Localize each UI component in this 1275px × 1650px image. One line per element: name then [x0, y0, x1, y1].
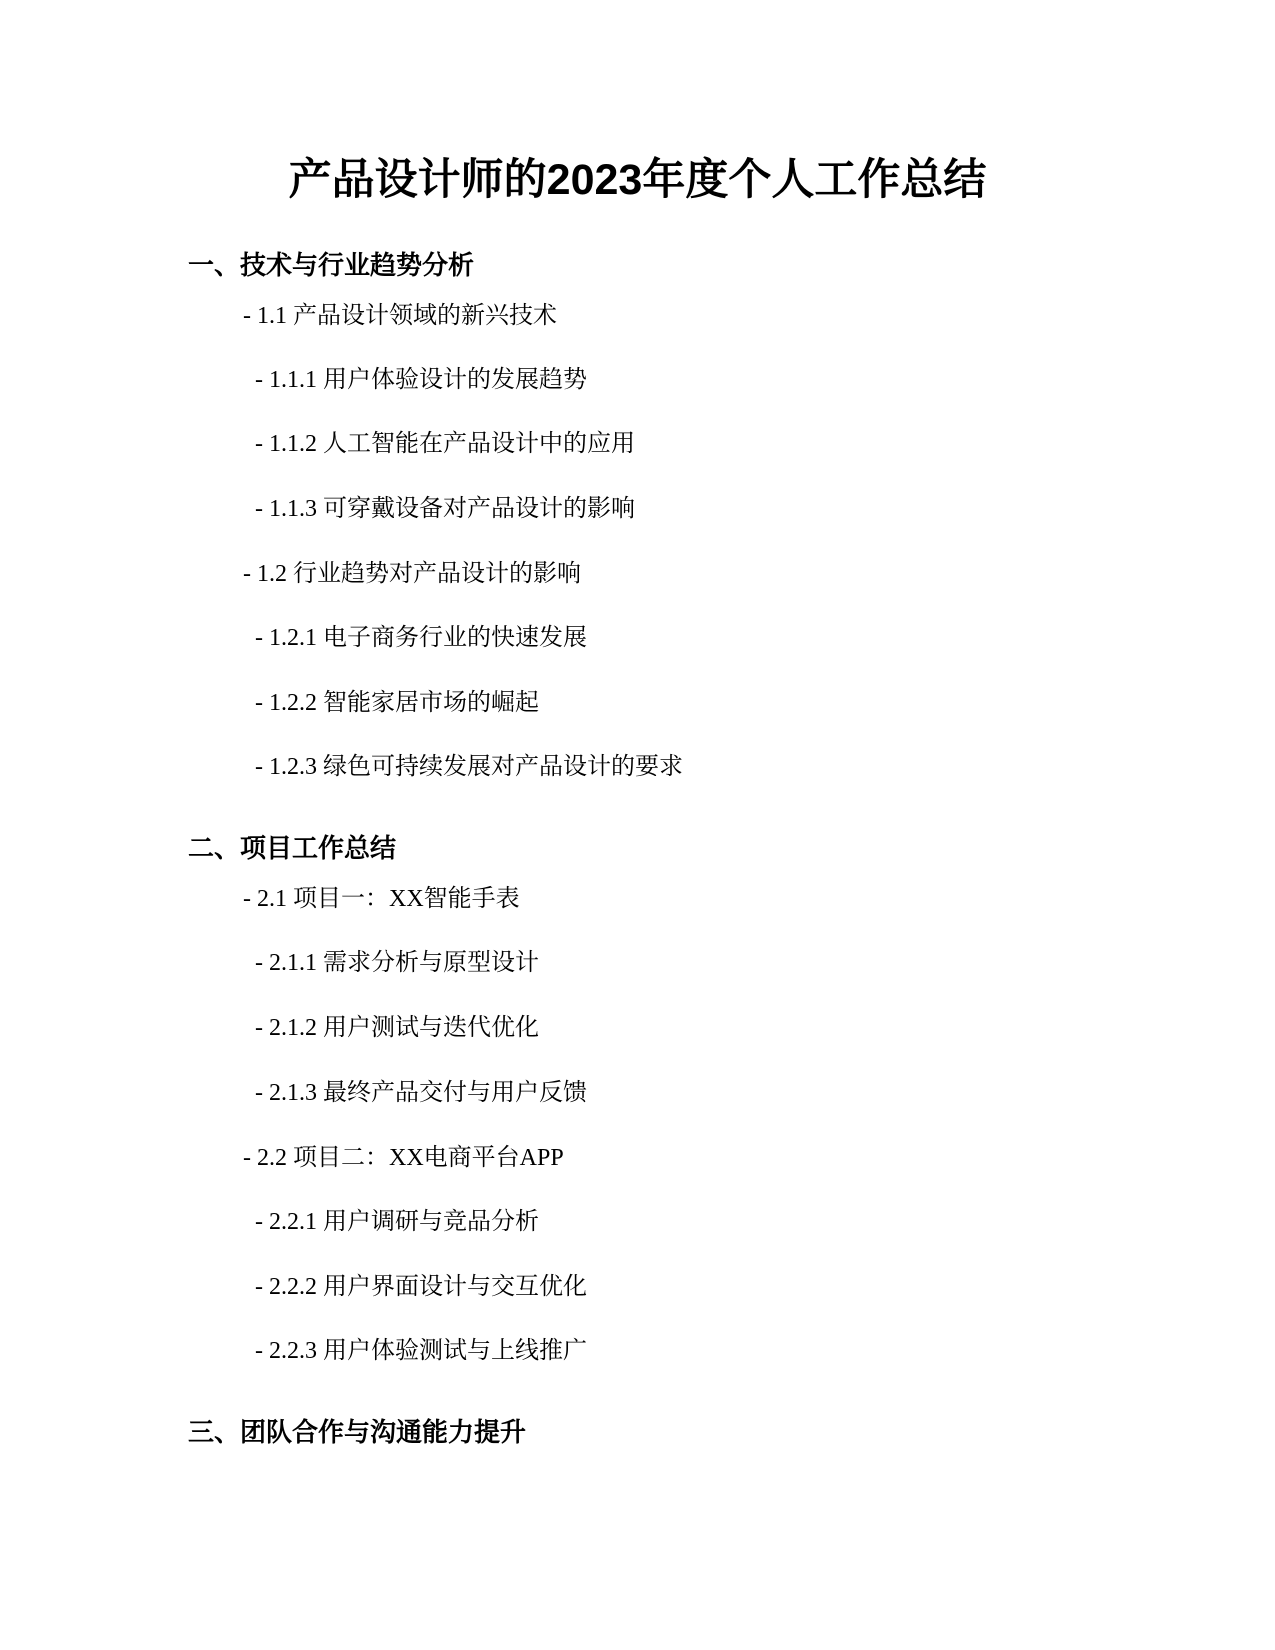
section-heading-3: 三、团队合作与沟通能力提升	[188, 1417, 527, 1447]
outline-item-1-1-1: - 1.1.1 用户体验设计的发展趋势	[255, 367, 587, 393]
outline-item-1-2-2: - 1.2.2 智能家居市场的崛起	[255, 690, 539, 716]
outline-item-2-2: - 2.2 项目二：XX电商平台APP	[243, 1145, 564, 1171]
outline-item-2-1: - 2.1 项目一：XX智能手表	[243, 886, 520, 912]
outline-item-2-2-1: - 2.2.1 用户调研与竞品分析	[255, 1209, 539, 1235]
outline-item-1-1: - 1.1 产品设计领域的新兴技术	[243, 303, 557, 329]
outline-item-2-1-2: - 2.1.2 用户测试与迭代优化	[255, 1015, 539, 1041]
outline-item-2-1-1: - 2.1.1 需求分析与原型设计	[255, 950, 539, 976]
outline-item-1-1-3: - 1.1.3 可穿戴设备对产品设计的影响	[255, 496, 635, 522]
page-title: 产品设计师的2023年度个人工作总结	[288, 156, 987, 204]
section-heading-2: 二、项目工作总结	[188, 833, 397, 863]
outline-item-2-1-3: - 2.1.3 最终产品交付与用户反馈	[255, 1080, 587, 1106]
outline-item-1-2-3: - 1.2.3 绿色可持续发展对产品设计的要求	[255, 754, 683, 780]
outline-item-1-2: - 1.2 行业趋势对产品设计的影响	[243, 561, 581, 587]
section-heading-1: 一、技术与行业趋势分析	[188, 250, 475, 280]
outline-item-2-2-2: - 2.2.2 用户界面设计与交互优化	[255, 1274, 587, 1300]
outline-item-1-2-1: - 1.2.1 电子商务行业的快速发展	[255, 625, 587, 651]
outline-item-1-1-2: - 1.1.2 人工智能在产品设计中的应用	[255, 431, 635, 457]
outline-item-2-2-3: - 2.2.3 用户体验测试与上线推广	[255, 1338, 587, 1364]
